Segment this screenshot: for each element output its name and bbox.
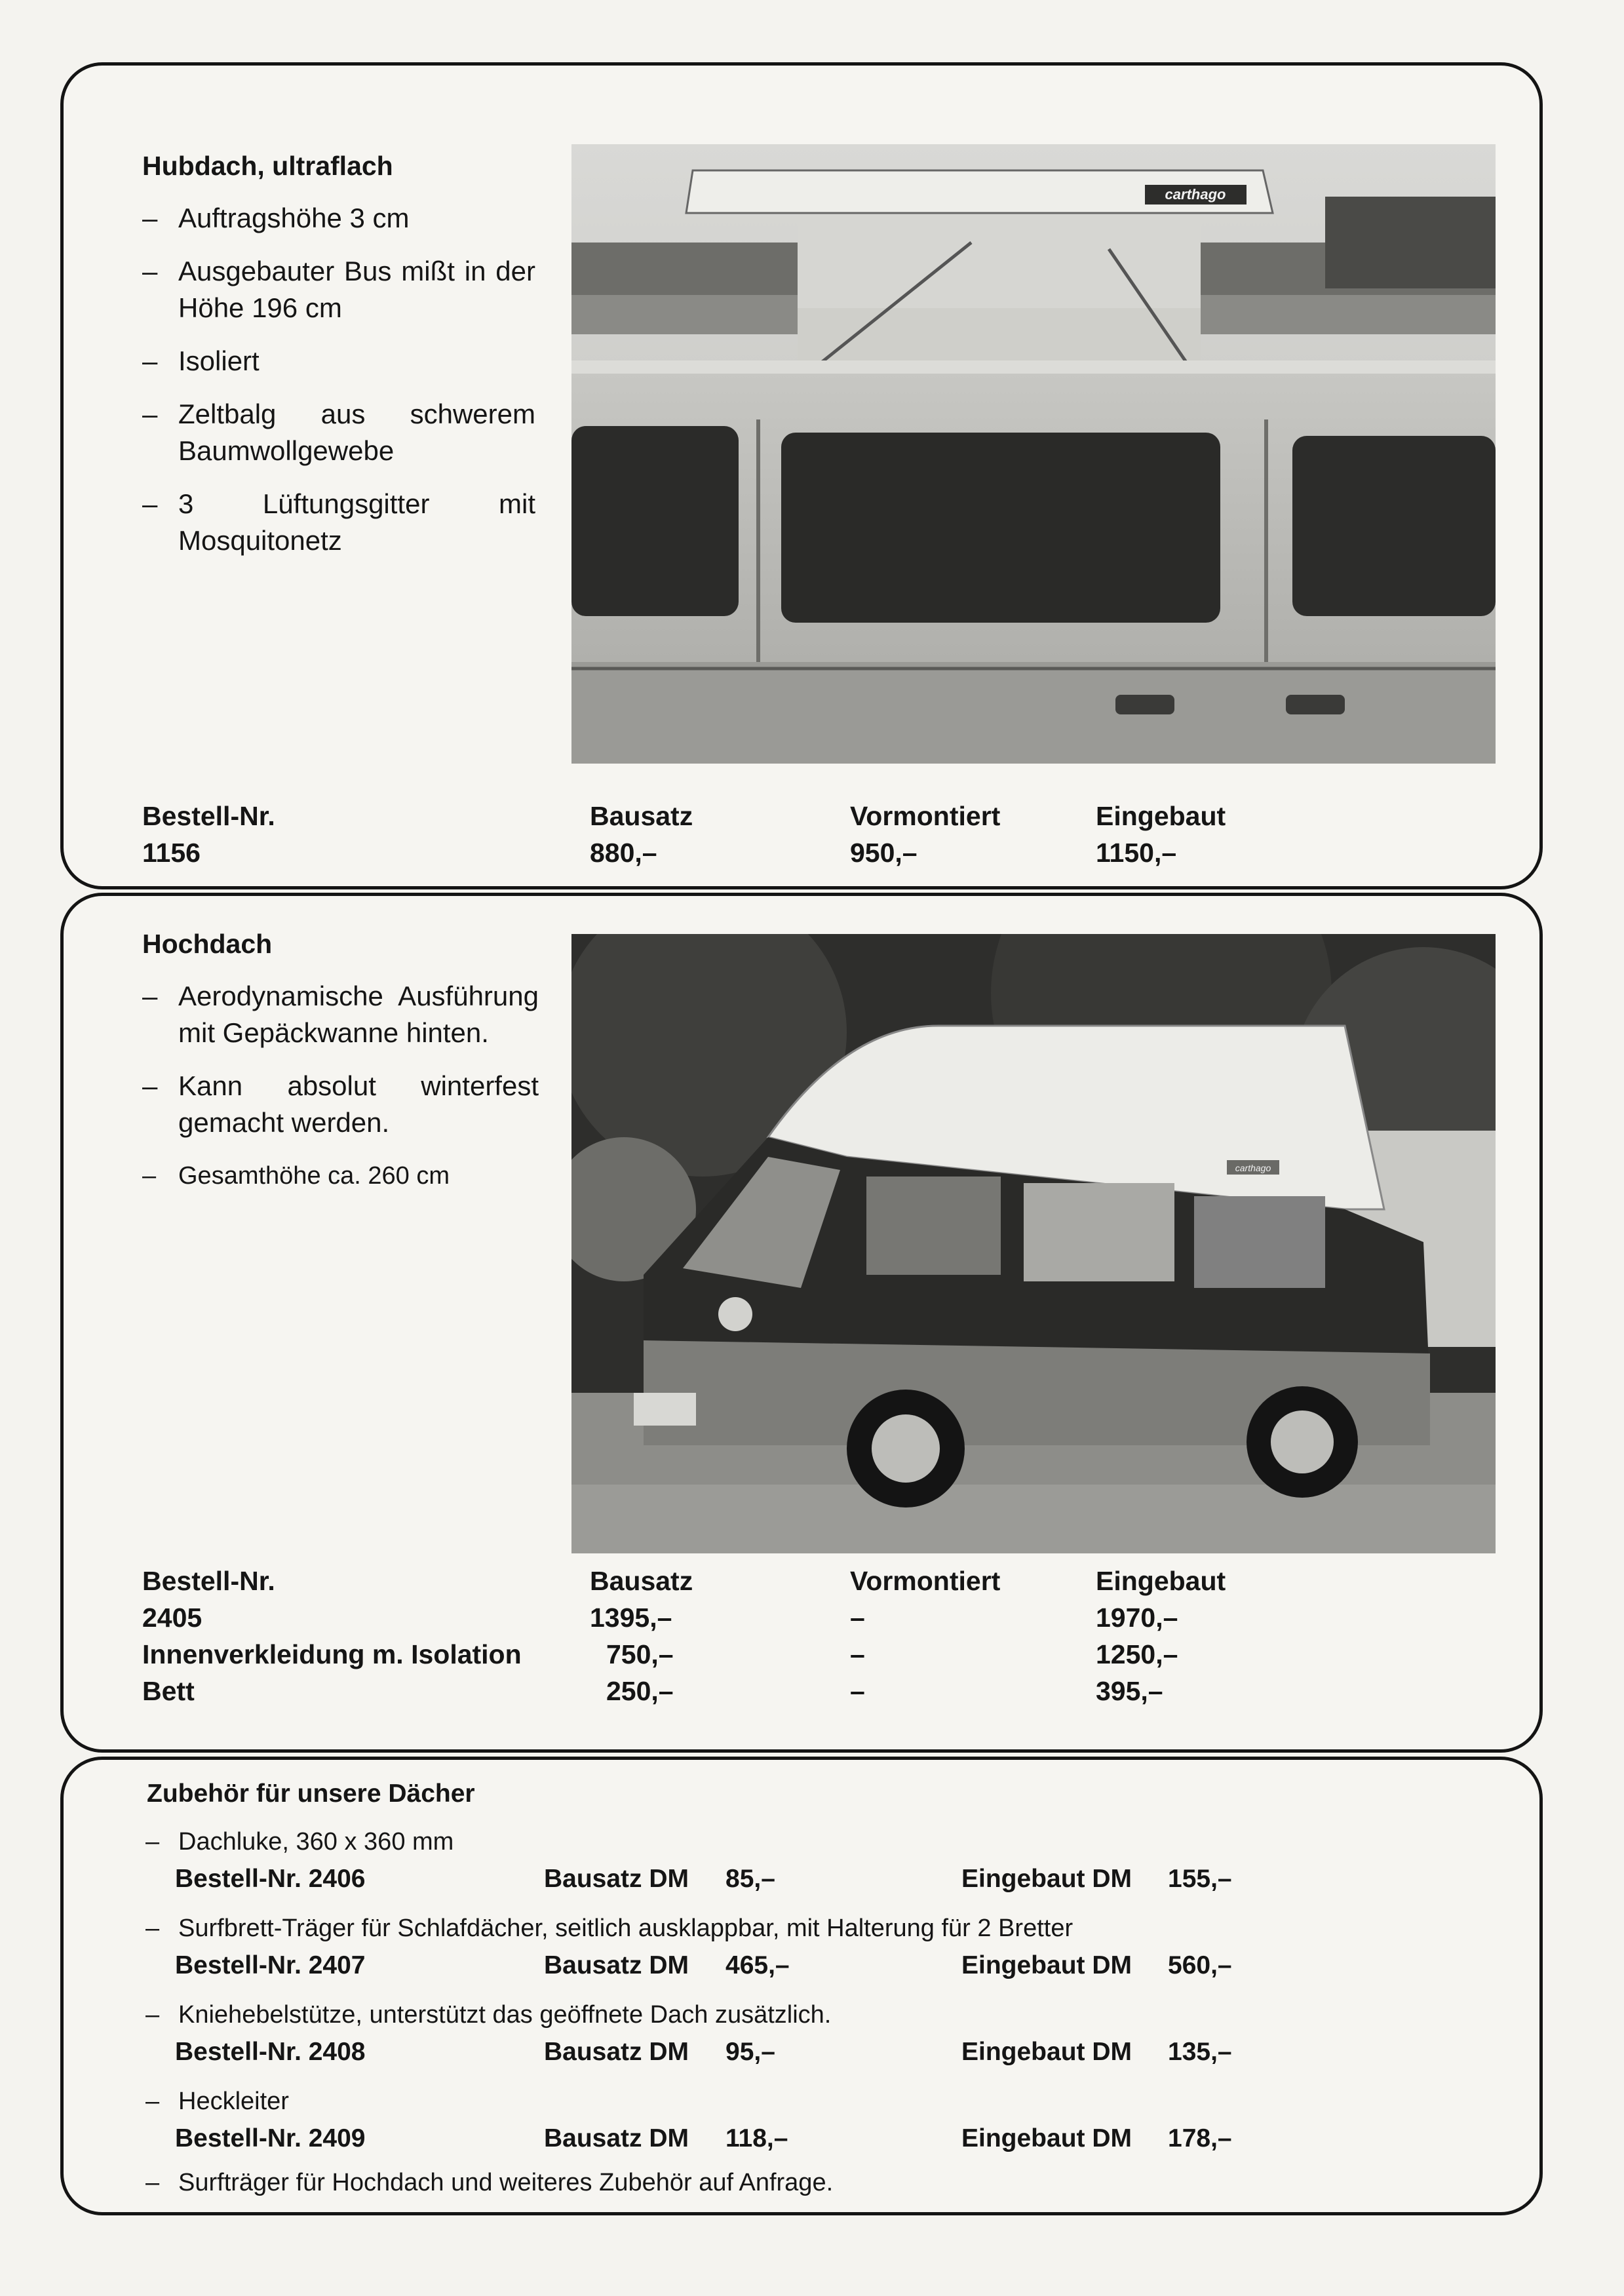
feature-item: – Gesamthöhe ca. 260 cm <box>142 1158 539 1194</box>
accessory-price-row <box>145 1951 1456 1985</box>
table-row <box>142 1603 1226 1639</box>
col-header-kit: Bausatz <box>590 1566 693 1596</box>
panel-title: Hochdach <box>142 929 273 959</box>
col-header-order-number: Bestell-Nr. <box>142 801 275 831</box>
feature-item: – 3 Lüftungsgitter mit Mosquitonetz <box>142 486 535 559</box>
cell-order-number: 1156 <box>142 838 201 868</box>
col-header-installed: Eingebaut <box>1096 1566 1226 1596</box>
table-header-row <box>142 1566 1226 1603</box>
col-header-installed: Eingebaut <box>1096 801 1226 831</box>
dash-bullet-icon: – <box>142 488 158 519</box>
accessory-installed-price: 560,– <box>1168 1951 1232 1979</box>
price-table <box>142 1566 1226 1713</box>
cell-installed-price: 1970,– <box>1096 1603 1178 1633</box>
cell-preassembled-price: – <box>850 1676 865 1706</box>
accessory-kit-label: Bausatz DM <box>544 2038 689 2066</box>
cell-kit-price: 1395,– <box>590 1603 672 1633</box>
dash-bullet-icon: – <box>145 2088 160 2115</box>
price-table <box>142 801 1226 874</box>
cell-kit-price: 880,– <box>590 838 657 868</box>
accessory-description: – Surfbrett-Träger für Schlafdächer, seitlich ausklappbar, mit Halterung für 2 Bretter <box>145 1912 1456 1945</box>
accessory-installed-label: Eingebaut DM <box>961 1865 1132 1893</box>
accessory-installed-label: Eingebaut DM <box>961 1951 1132 1979</box>
panel-roof-accessories <box>60 1757 1543 2215</box>
accessory-description: – Kniehebelstütze, unterstützt das geöffnete Dach zusätzlich. <box>145 1998 1456 2031</box>
feature-item: – Kann absolut winterfest gemacht werden. <box>142 1068 539 1141</box>
feature-item: – Ausgebauter Bus mißt in der Höhe 196 cm <box>142 253 535 326</box>
van-front-photo-illustration <box>571 934 1496 1553</box>
accessory-item <box>145 1912 1456 1985</box>
accessory-installed-label: Eingebaut DM <box>961 2124 1132 2152</box>
accessory-price-row <box>145 2038 1456 2072</box>
accessory-item <box>145 2085 1456 2158</box>
dash-bullet-icon: – <box>145 1915 160 1942</box>
panel-pop-top-roof <box>60 62 1543 889</box>
feature-list <box>142 200 535 575</box>
dash-bullet-icon: – <box>145 2169 160 2196</box>
photo-pop-top-roof-van <box>571 144 1496 764</box>
dash-bullet-icon: – <box>142 1070 158 1101</box>
accessory-item <box>145 1998 1456 2072</box>
accessory-description: – Heckleiter <box>145 2085 1456 2118</box>
accessory-installed-price: 155,– <box>1168 1865 1232 1893</box>
accessory-kit-label: Bausatz DM <box>544 2124 689 2152</box>
accessory-kit-price: 85,– <box>725 1865 775 1893</box>
panel-title: Zubehör für unsere Dächer <box>147 1780 475 1808</box>
cell-item-name: Innenverkleidung m. Isolation <box>142 1639 522 1669</box>
dash-bullet-icon: – <box>142 399 158 429</box>
dash-bullet-icon: – <box>142 256 158 286</box>
accessory-kit-label: Bausatz DM <box>544 1865 689 1893</box>
accessory-kit-label: Bausatz DM <box>544 1951 689 1979</box>
accessory-order-number: Bestell-Nr. 2407 <box>175 1951 366 1979</box>
accessory-kit-price: 95,– <box>725 2038 775 2066</box>
feature-item: – Zeltbalg aus schwerem Baumwollgewebe <box>142 396 535 469</box>
accessory-description: – Dachluke, 360 x 360 mm <box>145 1825 1456 1858</box>
cell-kit-price: 250,– <box>606 1676 674 1706</box>
col-header-order-number: Bestell-Nr. <box>142 1566 275 1596</box>
panel-high-roof <box>60 893 1543 1753</box>
dash-bullet-icon: – <box>142 981 158 1011</box>
accessory-installed-price: 135,– <box>1168 2038 1232 2066</box>
dash-bullet-icon: – <box>142 345 158 376</box>
photo-high-roof-van <box>571 934 1496 1553</box>
cell-installed-price: 1150,– <box>1096 838 1177 868</box>
accessory-installed-label: Eingebaut DM <box>961 2038 1132 2066</box>
cell-installed-price: 395,– <box>1096 1676 1163 1706</box>
photo-logo-text: carthago <box>1165 186 1226 203</box>
table-row <box>142 1676 1226 1713</box>
cell-item-name: Bett <box>142 1676 195 1706</box>
accessory-order-number: Bestell-Nr. 2409 <box>175 2124 366 2152</box>
accessory-price-row <box>145 1865 1456 1899</box>
dash-bullet-icon: – <box>145 2001 160 2029</box>
van-side-photo-illustration <box>571 144 1496 764</box>
col-header-preassembled: Vormontiert <box>850 801 1001 831</box>
feature-item: – Aerodynamische Ausführung mit Gepäckwanne hinten. <box>142 978 539 1051</box>
dash-bullet-icon: – <box>142 1162 157 1190</box>
feature-item: – Isoliert <box>142 343 535 379</box>
accessory-installed-price: 178,– <box>1168 2124 1232 2152</box>
accessory-item <box>145 1825 1456 1899</box>
photo-logo-text: carthago <box>1235 1163 1271 1173</box>
cell-preassembled-price: – <box>850 1603 865 1633</box>
feature-item: – Auftragshöhe 3 cm <box>142 200 535 237</box>
accessory-kit-price: 118,– <box>725 2124 788 2152</box>
accessory-order-number: Bestell-Nr. 2406 <box>175 1865 366 1893</box>
col-header-preassembled: Vormontiert <box>850 1566 1001 1596</box>
table-row <box>142 838 1226 874</box>
cell-order-number: 2405 <box>142 1603 203 1633</box>
panel-title: Hubdach, ultraflach <box>142 151 393 181</box>
accessory-footnote: – Surfträger für Hochdach und weiteres Zubehör auf Anfrage. <box>145 2166 1456 2199</box>
accessory-kit-price: 465,– <box>725 1951 790 1979</box>
cell-preassembled-price: 950,– <box>850 838 918 868</box>
dash-bullet-icon: – <box>142 203 158 233</box>
col-header-kit: Bausatz <box>590 801 693 831</box>
table-row <box>142 1639 1226 1676</box>
cell-installed-price: 1250,– <box>1096 1639 1178 1669</box>
table-header-row <box>142 801 1226 838</box>
accessory-order-number: Bestell-Nr. 2408 <box>175 2038 366 2066</box>
cell-kit-price: 750,– <box>606 1639 674 1669</box>
cell-preassembled-price: – <box>850 1639 865 1669</box>
dash-bullet-icon: – <box>145 1828 160 1856</box>
feature-list <box>142 978 539 1211</box>
accessory-price-row <box>145 2124 1456 2158</box>
